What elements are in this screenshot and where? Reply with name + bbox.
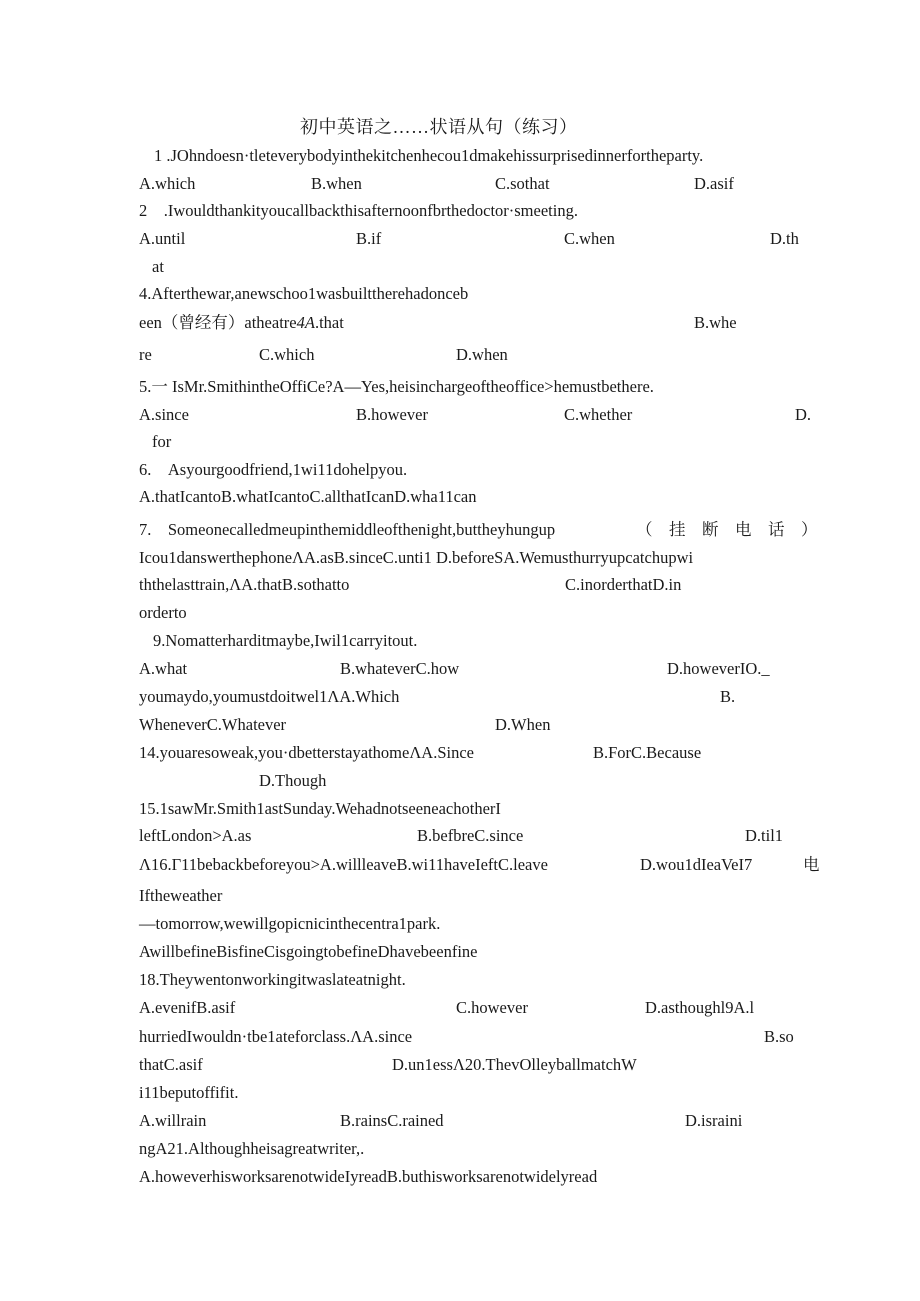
option-d-q20: D.un1essΛ20.ThevOlleyballmatchW	[392, 1055, 637, 1074]
option-d: D.when	[456, 345, 508, 364]
option-a: A.which	[139, 174, 196, 193]
option-a: A.willrain	[139, 1111, 207, 1130]
question-2: 2 .Iwouldthankityoucallbackthisafternoonfbrthedoctor·smeeting.	[139, 201, 578, 220]
question-15: 15.1sawMr.Smith1astSunday.WehadnotseeneachotherI	[139, 799, 501, 818]
option-b: B.if	[356, 229, 382, 248]
question-1: 1 .JOhndoesn·tleteverybodyinthekitchenhecou1dmakehissurprisedinnerfortheparty.	[154, 146, 704, 165]
option-a: A.until	[139, 229, 186, 248]
option-c: C.whether	[564, 405, 633, 424]
option-c: C.however	[456, 998, 528, 1017]
option-d-continued: for	[152, 432, 172, 451]
option-b: B.when	[311, 174, 362, 193]
chinese-char: 电	[803, 855, 820, 874]
option-b-c: B.ForC.Because	[593, 743, 702, 762]
question-7-continued: Icou1danswerthephoneΛA.asB.sinceC.unti1 D.beforeSA.Wemusthurryupcatchupwi	[139, 548, 694, 567]
question-17-options: AwillbefineBisfineCisgoingtobefineDhavebeenfine	[139, 942, 478, 961]
option-a-b: A.evenifB.asif	[139, 998, 236, 1017]
option-b-continued: re	[139, 345, 152, 364]
option-b-c: WheneverC.Whatever	[139, 715, 287, 734]
question-19-continued: hurriedIwouldn·tbe1ateforclass.ΛA.since	[139, 1027, 413, 1046]
question-6-options: A.thatIcantoB.whatIcantoC.allthatIcanD.wha11can	[139, 487, 477, 506]
option-b-c: B.whateverC.how	[340, 659, 460, 678]
option-d: D.israini	[685, 1111, 743, 1130]
chinese-gloss: （ 挂 断 电 话 ）	[636, 520, 818, 539]
question-21: ngA21.Althoughheisagreatwriter,.	[139, 1139, 365, 1158]
option-d-q10: D.howeverIO._	[667, 659, 770, 678]
option-d: D.th	[770, 229, 799, 248]
question-16: Λ16.Γ11bebackbeforeyou>A.willleaveB.wi11haveIeftC.leave	[139, 855, 548, 874]
option-b: B.whe	[694, 313, 737, 332]
question-8-continued: ththelasttrain,ΛA.thatB.sothatto	[139, 575, 350, 594]
page-title: 初中英语之……状语从句（练习）	[300, 117, 578, 137]
question-20-continued: i11beputoffifit.	[139, 1083, 239, 1102]
option-d: D.asif	[694, 174, 734, 193]
option-a: A.since	[139, 405, 189, 424]
option-b: B.however	[356, 405, 428, 424]
option-c: C.when	[564, 229, 615, 248]
option-d-continued: orderto	[139, 603, 187, 622]
option-c-d: C.inorderthatD.in	[565, 575, 682, 594]
option-b-c: B.rainsC.rained	[340, 1111, 444, 1130]
question-4: 4.Afterthewar,anewschoo1wasbuilttherehadonceb	[139, 284, 469, 303]
option-d-q17: D.wou1dIeaVeI7	[640, 855, 753, 874]
question-5: 5.一 IsMr.SmithintheOffiCe?A—Yes,heisinchargeoftheoffice>hemustbethere.	[139, 377, 654, 396]
option-d: D.When	[495, 715, 551, 734]
question-9: 9.Nomatterharditmaybe,Iwil1carryitout.	[153, 631, 418, 650]
question-4-continued: een（曾经有）atheatre4A.that	[139, 313, 344, 332]
option-b: B.so	[764, 1027, 794, 1046]
option-b-c: B.befbreC.since	[417, 826, 524, 845]
option-b: B.	[720, 687, 736, 706]
option-d: D.til1	[745, 826, 784, 845]
question-14: 14.youaresoweak,you·dbetterstayathomeΛA.Since	[139, 743, 474, 762]
option-d-q19: D.asthoughl9A.l	[645, 998, 755, 1017]
option-c: C.which	[259, 345, 315, 364]
question-10-continued: youmaydo,youmustdoitwel1ΛA.Which	[139, 687, 400, 706]
question-18: 18.Theywentonworkingitwaslateatnight.	[139, 970, 406, 989]
question-17: Iftheweather	[139, 886, 223, 905]
option-a: A.what	[139, 659, 188, 678]
question-21-options: A.howeverhisworksarenotwideIyreadB.buthisworksarenotwidelyread	[139, 1167, 598, 1186]
question-7: 7. Someonecalledmeupinthemiddleofthenight,buttheyhungup	[139, 520, 556, 539]
option-d: D.Though	[259, 771, 327, 790]
option-d-continued: at	[152, 257, 164, 276]
question-15-continued: leftLondon>A.as	[139, 826, 252, 845]
option-b-c: thatC.asif	[139, 1055, 203, 1074]
option-d: D.	[795, 405, 812, 424]
question-6: 6. Asyourgoodfriend,1wi11dohelpyou.	[139, 460, 408, 479]
option-c: C.sothat	[495, 174, 550, 193]
question-17-continued: —tomorrow,wewillgopicnicinthecentra1park.	[139, 914, 441, 933]
